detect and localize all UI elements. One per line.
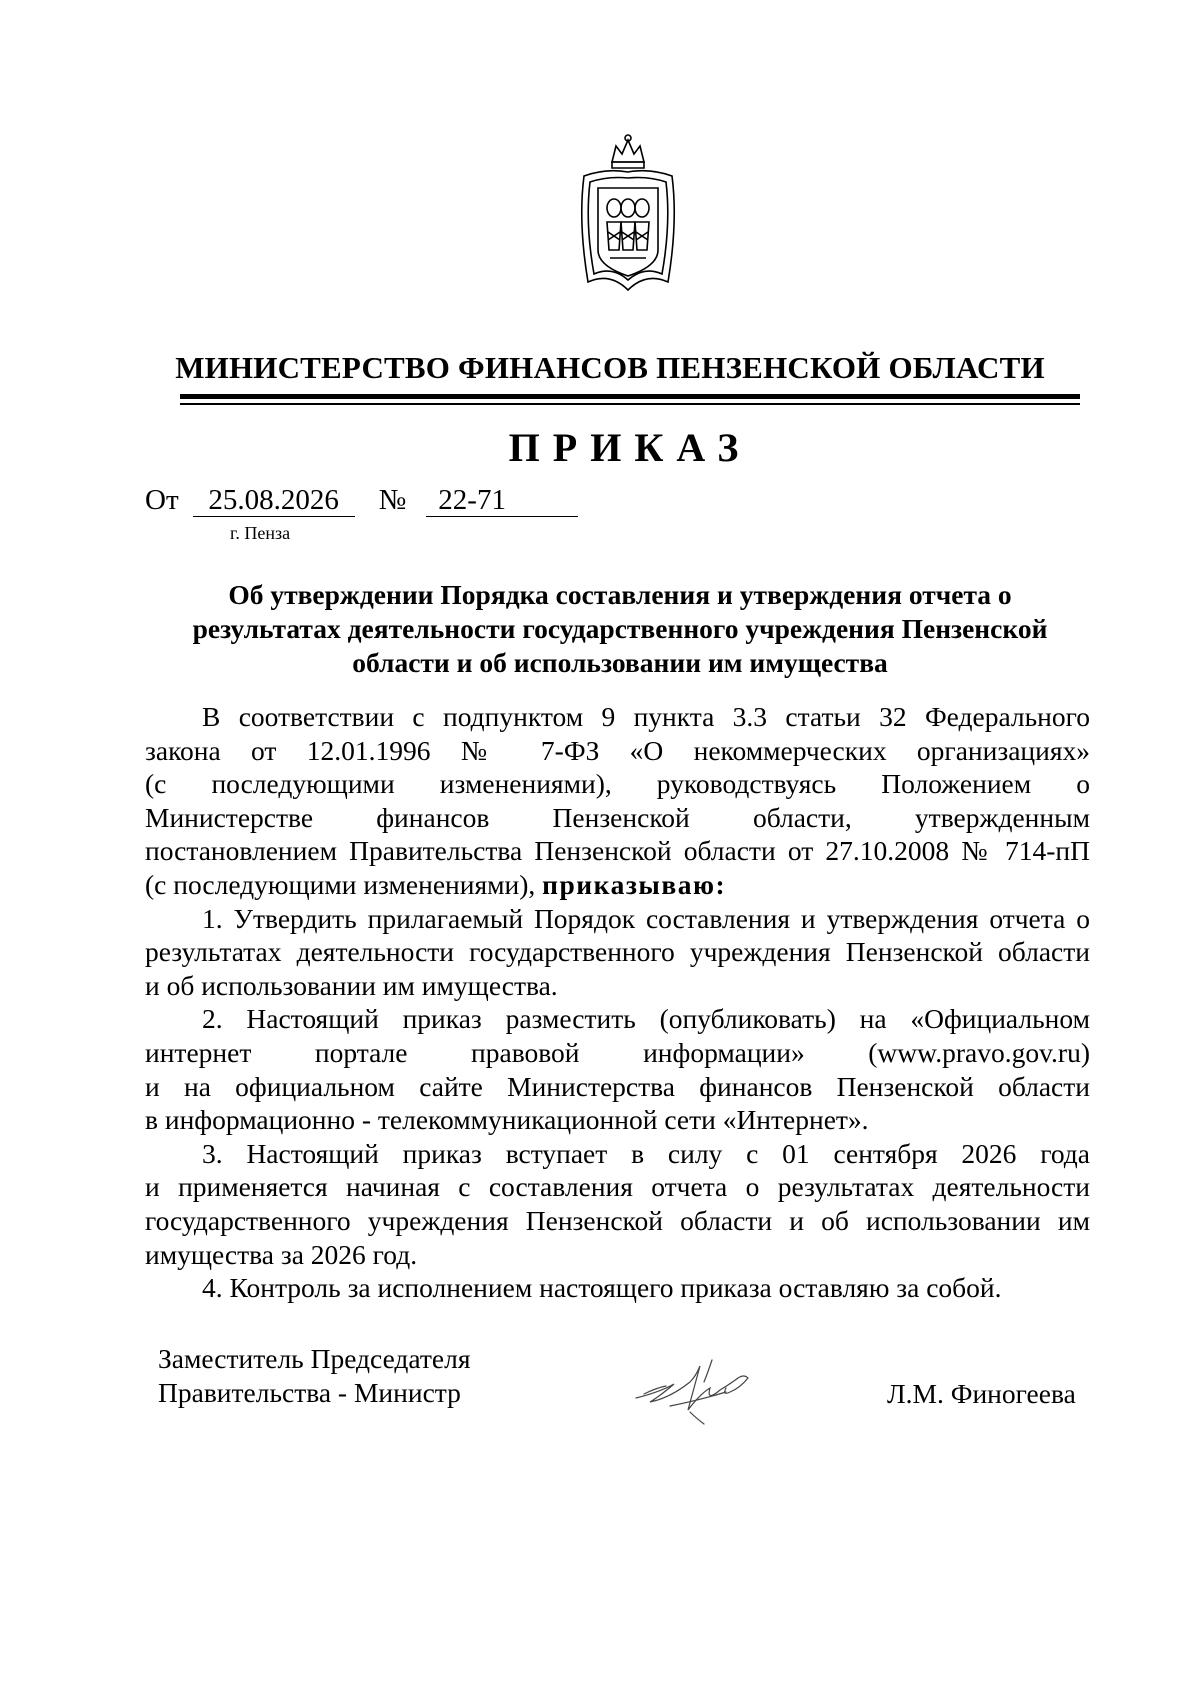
body-line: 1. Утвердить прилагаемый Порядок составления и утверждения отчета о <box>202 902 1090 934</box>
subject-line: Об утверждении Порядка составления и утверждения отчета о <box>228 579 1012 610</box>
date-prefix: От <box>145 484 179 516</box>
ministry-name: МИНИСТЕРСТВО ФИНАНСОВ ПЕНЗЕНСКОЙ ОБЛАСТИ <box>175 350 1045 385</box>
number-sign: № <box>378 484 407 516</box>
body-line: интернет портале правовой информации» (www.pravo.gov.ru) <box>145 1036 1090 1068</box>
header-rule-thick <box>180 394 1080 399</box>
body-line: закона от 12.01.1996 № 7-ФЗ «О некоммерческих организациях» <box>145 734 1090 766</box>
signatory-title-line: Правительства - Министр <box>158 1377 461 1408</box>
header-rule-thin <box>180 403 1080 405</box>
body-line: в информационно - телекоммуникационной сети «Интернет». <box>145 1104 869 1136</box>
order-date: 25.08.2026 <box>193 484 355 517</box>
body-line: результатах деятельности государственного учреждения Пензенской области <box>145 936 1090 968</box>
body-line: и применяется начиная с составления отчета о результатах деятельности <box>145 1171 1090 1203</box>
handwritten-signature <box>630 1348 770 1428</box>
body-line: 4. Контроль за исполнением настоящего приказа оставляю за собой. <box>202 1272 1002 1304</box>
body-line: имущества за 2026 год. <box>145 1238 418 1270</box>
order-subject <box>150 578 1090 680</box>
subject-line: области и об использовании им имущества <box>352 647 888 678</box>
body-line: (с последующими изменениями), руководствуясь Положением о <box>145 768 1090 800</box>
body-line: 2. Настоящий приказ разместить (опубликовать) на «Официальном <box>202 1003 1090 1035</box>
order-date-number-line <box>145 484 578 517</box>
signer-name: Л.М. Финогеева <box>887 1378 1076 1409</box>
body-line: и об использовании им имущества. <box>145 969 558 1001</box>
signatory-title-line: Заместитель Председателя <box>158 1343 471 1374</box>
order-directive: приказываю: <box>542 868 727 900</box>
body-line <box>145 868 1090 902</box>
body-line: и на официальном сайте Министерства финансов Пензенской области <box>145 1070 1090 1102</box>
coat-of-arms-icon <box>570 132 686 294</box>
order-number: 22-71 <box>426 484 578 517</box>
document-type-title: ПРИКАЗ <box>508 425 752 470</box>
body-line: 3. Настоящий приказ вступает в силу с 01 сентября 2026 года <box>202 1137 1090 1169</box>
order-body <box>145 700 1090 1305</box>
body-line: Министерстве финансов Пензенской области, утвержденным <box>145 801 1090 833</box>
body-text: (с последующими изменениями), <box>145 868 536 900</box>
body-line: В соответствии с подпунктом 9 пункта 3.3 статьи 32 Федерального <box>202 701 1090 732</box>
signatory-title <box>158 1342 471 1410</box>
subject-line: результатах деятельности государственного учреждения Пензенской <box>192 613 1048 644</box>
issue-city: г. Пенза <box>230 523 291 543</box>
body-line: постановлением Правительства Пензенской области от 27.10.2008 № 714-пП <box>145 835 1090 867</box>
body-line: государственного учреждения Пензенской области и об использовании им <box>145 1204 1090 1236</box>
